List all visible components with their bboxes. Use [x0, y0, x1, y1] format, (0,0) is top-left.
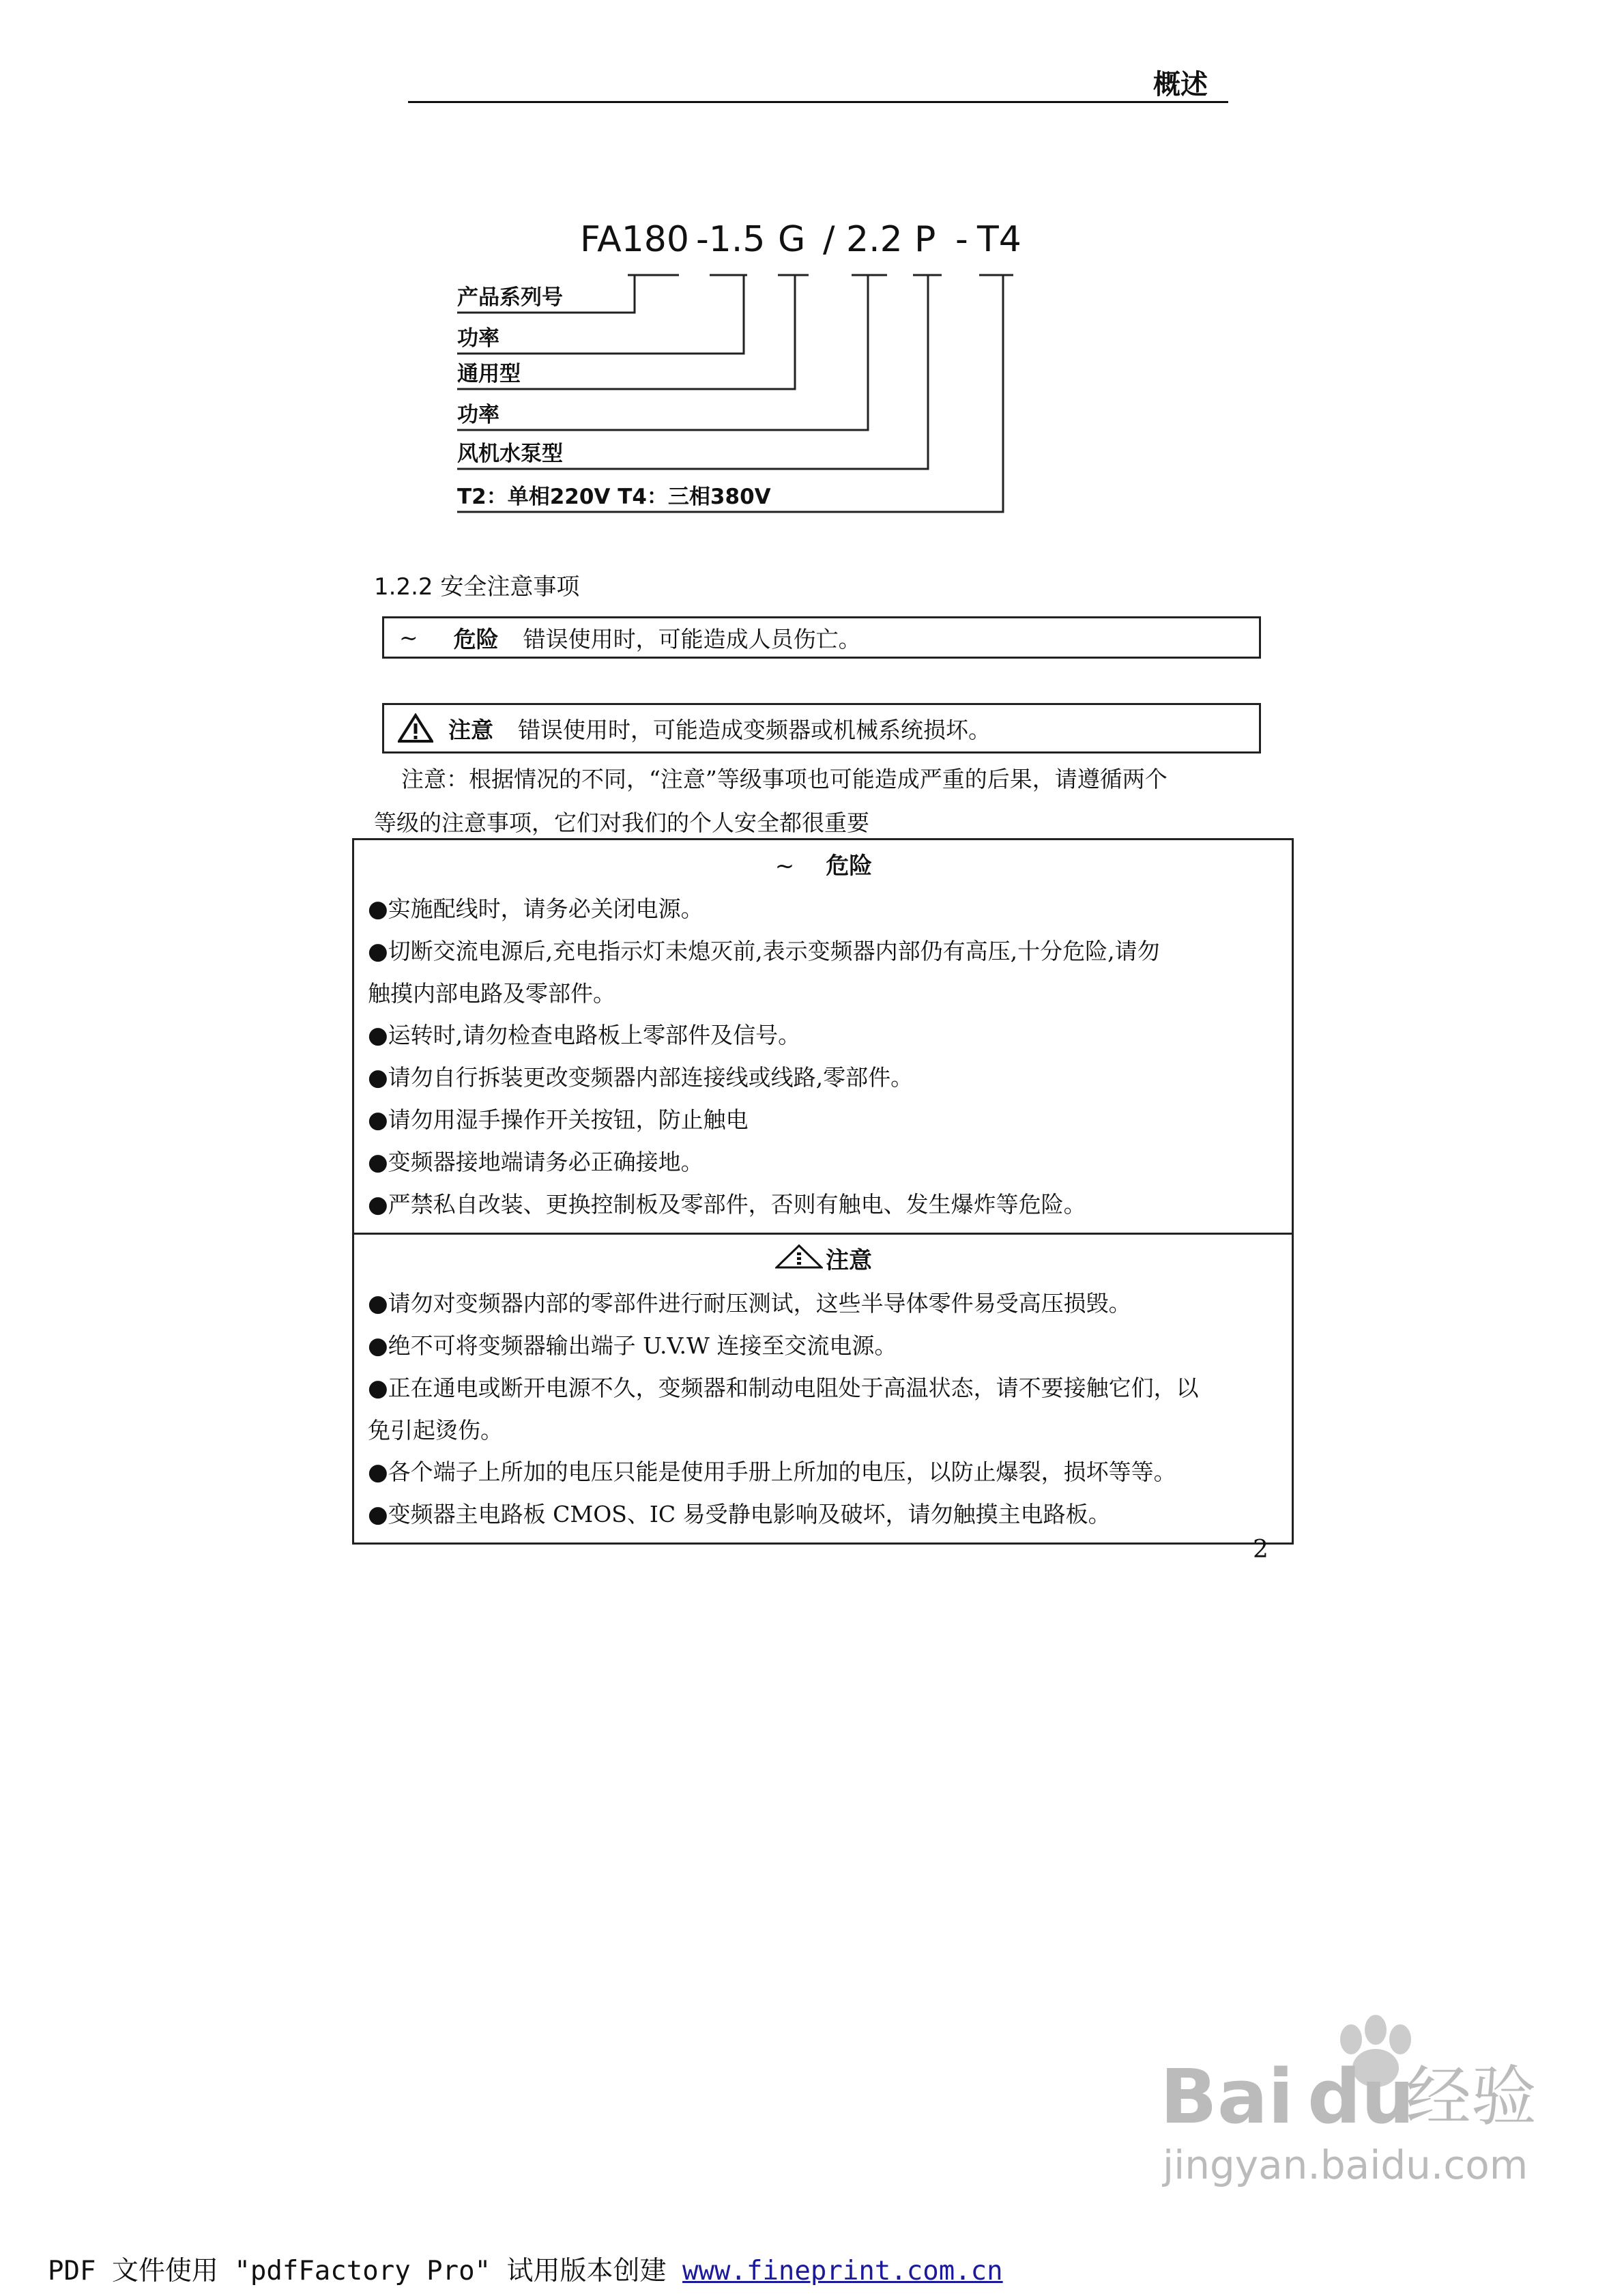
danger-keyword: 危险	[453, 625, 499, 652]
list-item: ●绝不可将变频器输出端子 U.V.W 连接至交流电源。	[368, 1332, 897, 1360]
model-code-parts	[580, 219, 1021, 260]
code-part-power2: 2.2	[846, 219, 903, 260]
code-part-general: G	[778, 219, 806, 260]
footer-link[interactable]: www.fineprint.com.cn	[682, 2256, 1003, 2286]
code-labels	[457, 285, 771, 509]
warning-triangle-icon	[398, 713, 433, 743]
code-leader-lines	[457, 275, 1003, 512]
note-line-2: 等级的注意事项，它们对我们的个人安全都很重要	[374, 809, 869, 836]
code-part-voltage: T4	[977, 219, 1021, 260]
list-item: ●运转时,请勿检查电路板上零部件及信号。	[368, 1022, 801, 1049]
danger-section-label: 危险	[826, 852, 873, 880]
danger-symbol: ~	[399, 624, 418, 651]
code-part-power: -1.5	[696, 219, 766, 260]
page-number: 2	[1253, 1536, 1268, 1564]
code-part-series: FA180	[580, 219, 689, 260]
warning-triangle-icon	[775, 1244, 823, 1279]
label-power: 功率	[457, 326, 499, 351]
label-series: 产品系列号	[457, 285, 563, 310]
label-voltage: T2：单相220V T4：三相380V	[457, 485, 771, 509]
watermark-cn: 经验	[1406, 2058, 1537, 2135]
list-item: ●变频器主电路板 CMOS、IC 易受静电影响及破坏，请勿触摸主电路板。	[368, 1501, 1111, 1528]
list-item-continuation: 免引起烫伤。	[368, 1417, 503, 1444]
danger-section-symbol: ~	[774, 852, 795, 880]
code-part-slash: /	[823, 219, 835, 260]
caution-section-label: 注意	[826, 1247, 872, 1274]
list-item: ●切断交流电源后,充电指示灯未熄灭前,表示变频器内部仍有高压,十分危险,请勿	[368, 938, 1160, 965]
caution-section-title	[368, 1244, 1279, 1277]
danger-text: 错误使用时，可能造成人员伤亡。	[523, 625, 861, 652]
caution-text: 错误使用时，可能造成变频器或机械系统损坏。	[518, 716, 991, 743]
section-heading: 1.2.2 安全注意事项	[374, 573, 580, 601]
list-item: ●请勿对变频器内部的零部件进行耐压测试，这些半导体零件易受高压损毁。	[368, 1290, 1131, 1317]
label-fan-pump: 风机水泵型	[457, 442, 563, 466]
header-rule	[408, 101, 1228, 103]
watermark-brand2: du	[1307, 2053, 1415, 2140]
model-code-diagram	[437, 205, 1051, 526]
list-item-continuation: 触摸内部电路及零部件。	[368, 980, 615, 1007]
pdf-footer	[48, 2250, 1003, 2288]
label-general: 通用型	[457, 362, 521, 386]
page-header-title: 概述	[1153, 69, 1208, 100]
caution-box	[382, 703, 1261, 754]
danger-section-title	[368, 850, 1279, 882]
list-item: ●请勿自行拆装更改变频器内部连接线或线路,零部件。	[368, 1064, 914, 1091]
danger-box	[382, 616, 1261, 659]
watermark-url: jingyan.baidu.com	[1163, 2142, 1528, 2188]
list-item: ●严禁私自改装、更换控制板及零部件，否则有触电、发生爆炸等危险。	[368, 1191, 1086, 1218]
watermark-brand: Bai	[1160, 2053, 1294, 2140]
footer-text: PDF 文件使用 "pdfFactory Pro" 试用版本创建	[48, 2256, 683, 2286]
label-power2: 功率	[457, 403, 499, 427]
danger-section	[354, 840, 1292, 1233]
caution-keyword: 注意	[448, 716, 493, 743]
list-item: ●请勿用湿手操作开关按钮，防止触电	[368, 1106, 749, 1134]
list-item: ●变频器接地端请务必正确接地。	[368, 1149, 704, 1176]
list-item: ●正在通电或断开电源不久，变频器和制动电阻处于高温状态，请不要接触它们，以	[368, 1375, 1199, 1402]
baidu-watermark	[1133, 2000, 1569, 2205]
caution-section	[354, 1233, 1292, 1542]
code-part-fan: P	[914, 219, 936, 260]
safety-table	[352, 838, 1294, 1545]
note-line-1: 注意：根据情况的不同，“注意”等级事项也可能造成严重的后果，请遵循两个	[401, 766, 1168, 792]
list-item: ●实施配线时，请务必关闭电源。	[368, 895, 704, 923]
list-item: ●各个端子上所加的电压只能是使用手册上所加的电压，以防止爆裂，损坏等等。	[368, 1459, 1176, 1486]
code-part-dash: -	[955, 219, 968, 260]
